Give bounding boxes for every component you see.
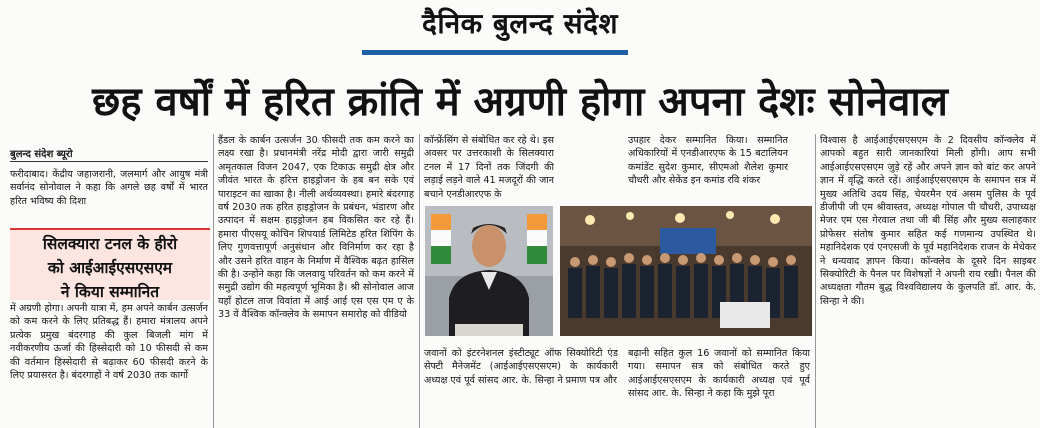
article-column-3-bottom: जवानों को इंटरनेशनल इंस्टीट्यूट ऑफ सिक्योरिटी एंड सेफ्टी मैनेजमेंट (आईआईएसएसएम) के कार्यकारी अध्यक्ष एवं पूर्व सांसद आर. के. सिन्हा ने प्रमाण पत्र और	[424, 348, 618, 386]
minister-video-photo	[425, 206, 553, 336]
article-column-2: हैंडल के कार्बन उत्सर्जन 30 फीसदी तक कम करने का लक्ष्य रखा है। प्रधानमंत्री नरेंद्र मोदी द्वारा जारी समुद्री अमृतकाल विजन 2047, एक टिकाऊ समुद्री क्षेत्र और जीवंत भारत के हरित्त हाइड्रोजन के हब बन सके एवं पाराइटन का खाका है। नीली अर्थव्यवस्था। हमारे बंदरगाह वर्ष 2030 तक हरित हाइड्रोजन के प्रबंधन, भंडारण और उत्पादन में सक्षम हाइड्रोजन हब विकसित कर रहे हैं। हमारा पीएसयू कोचिन शिपयार्ड लिमिटेड हरित शिपिंग के लिए गुणवत्तापूर्ण अनुसंधान और विनिर्माण कर रहा है और उसने हरित वाहन के निर्माण में वैश्विक बढ़त हासिल की है। उन्होंने कहा कि जलवायु परिवर्तन को कम करने में समुद्री उद्योग की महत्वपूर्ण भूमिका है। श्री सोनोवाल आज यहाँ होटल ताज विवांता में आई आई एस एस एम ए के 33 वें वैश्विक कॉन्क्लेव के समापन समारोह को वीडियो	[218, 135, 414, 321]
article-column-4-bottom: बढ़ानी सहित कुल 16 जवानों को सम्मानित किया गया। समापन सत्र को संबोधित करते हुए आईआईएसएसएम के कार्यकारी अध्यक्ष एवं पूर्व सांसद आर. के. सिन्हा ने कहा कि मुझे पूरा	[628, 348, 810, 400]
column-divider	[419, 134, 420, 428]
subhead-line-2: को आईआईएसएसएम	[47, 258, 173, 277]
column-divider	[815, 134, 816, 428]
column-divider	[213, 134, 214, 428]
masthead	[0, 0, 1040, 58]
article-column-1-top: फरीदाबाद। केंद्रीय जहाजरानी, जलमार्ग और आयुष मंत्री सर्वानंद सोनोवाल ने कहा कि अगले छह वर्षों में भारत हरित भविष्य की दिशा	[10, 169, 208, 207]
masthead-underline	[362, 50, 628, 55]
article-column-4-top: उपहार देकर सम्मानित किया। सम्मानित अधिकारियों में एनडीआरएफ के 15 बटालियन कमांडेंट सुदेश कुमार, सीएमओ शैलेश कुमार चौधरी और सेकेंड इन कमांड रवि शंकर	[628, 135, 788, 187]
article-column-1-bottom: में अग्रणी होगा। अपनी यात्रा में, हम अपने कार्बन उत्सर्जन को कम करने के लिए प्रतिबद्ध हैं। हमारा मंत्रालय अपने प्रत्येक प्रमुख बंदरगाह की कुल बिजली मांग में नवीकरणीय ऊर्जा की हिस्सेदारी को 10 फीसदी से कम की वर्तमान हिस्सेदारी से बढ़ाकर 60 फीसदी करने के लिए प्रयासरत है। बंदरगाहों ने वर्ष 2030 तक कार्गो	[10, 303, 208, 382]
byline: बुलन्द संदेश ब्यूरो	[10, 149, 73, 160]
newspaper-name: दैनिक बुलन्द संदेश	[422, 7, 618, 40]
article-column-3-top: कॉन्फ्रेंसिंग से संबोधित कर रहे थे। इस अवसर पर उत्तरकाशी के सिलक्यारा टनल में 17 दिनों तक जिंदगी की लड़ाई लड़ने वाले 41 मजदूरों की जान बचाने एनडीआरएफ के	[424, 135, 554, 200]
article-column-5: विश्वास है आईआईएसएसएम के 2 दिवसीय कॉन्क्लेव में आपको बहुत सारी जानकारियां मिली होंगी। आप सभी आईआईएसएसएम जुड़े रहें और अपने ज्ञान को बांट कर अपने ज्ञान में वृद्धि करते रहें। आईआईएसएसएम के समापन सत्र में मुख्य अतिथि उदय सिंह, चेयरमैन एवं असम पुलिस के पूर्व डीजीपी जी एम श्रीवास्तव, अध्यक्ष गोपाल पी चौधरी, उपाध्यक्ष मेजर एम एस गेरवाल तथा जी बी सिंह और मुख्य सलाहकार प्रोफेसर संतोष कुमार सहित कई गणमान्य उपस्थित थे। महानिदेशक एवं एनएसजी के पूर्व महानिदेशक राजन के मेधेकर ने धन्यवाद ज्ञापन किया। कॉन्क्लेव के दूसरे दिन साइबर सिक्योरिटी के पैनल पर विशेषज्ञों ने अपनी राय रखी। पैनल की अध्यक्षता गौतम बुद्ध विश्वविद्यालय के कुलपति डॉ. आर. के. सिन्हा ने की।	[820, 135, 1036, 307]
group-photo	[560, 206, 812, 336]
headline: छह वर्षों में हरित क्रांति में अग्रणी होगा अपना देशः सोनेवाल	[92, 78, 948, 125]
subhead-line-1: सिलक्यारा टनल के हीरो	[42, 234, 178, 253]
byline-rule	[10, 161, 208, 162]
subhead-box	[10, 228, 210, 300]
subhead-line-3: ने किया सम्मानित	[60, 282, 160, 301]
